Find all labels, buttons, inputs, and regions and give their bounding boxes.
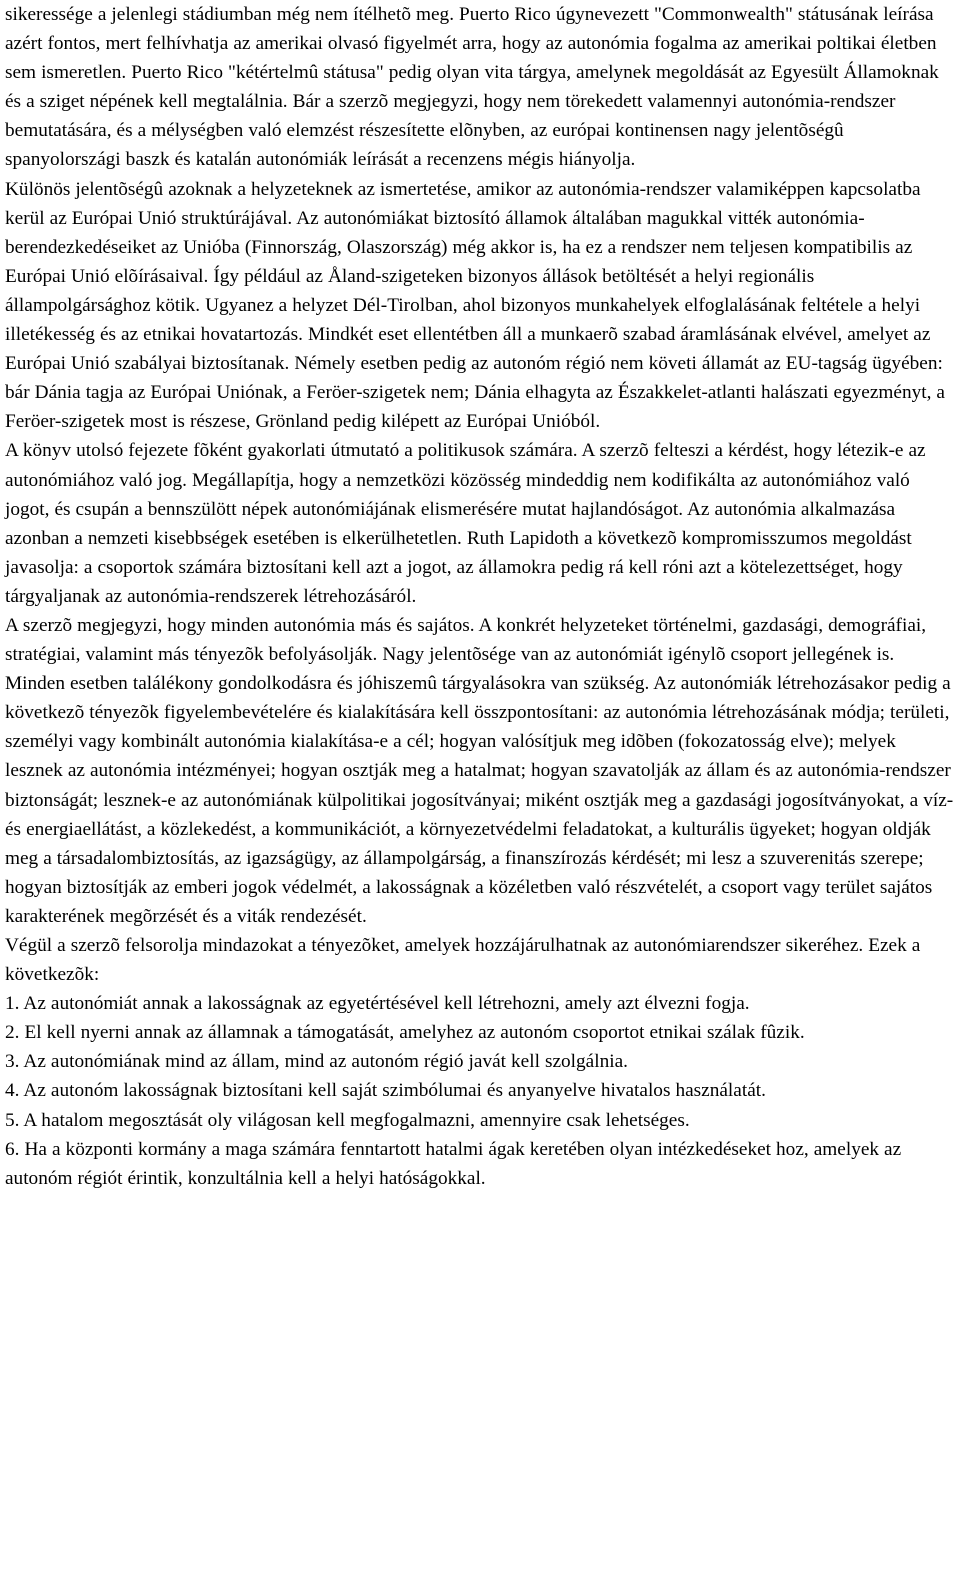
list-item-2: 2. El kell nyerni annak az államnak a támogatását, amelyhez az autonóm csoportot etnikai szálak fûzik. [5, 1022, 805, 1044]
list-item-5: 5. A hatalom megosztását oly világosan kell megfogalmazni, amennyire csak lehetséges. [5, 1109, 690, 1131]
paragraph-list-intro: Végül a szerzõ felsorolja mindazokat a tényezõket, amelyek hozzájárulhatnak az autonómiarendszer sikeréhez. Ezek a következõk: [5, 935, 921, 986]
list-item-1: 1. Az autonómiát annak a lakosságnak az egyetértésével kell létrehozni, amely azt élvezni fogja. [5, 993, 750, 1015]
paragraph-last-chapter: A könyv utolsó fejezete fõként gyakorlati útmutató a politikusok számára. A szerzõ felteszi a kérdést, hogy létezik-e az autonómiához való jog. Megállapítja, hogy a nemzetközi közösség mindeddig nem kodifikálta az autonómiához való jogot, és csupán a bennszülött népek autonómiájának elismerésére mutat hajlandóságot. Az autonómia alkalmazása azonban a nemzeti kisebbségek esetében is elkerülhetetlen. Ruth Lapidoth a következõ kompromisszumos megoldást javasolja: a csoportok számára biztosítani kell azt a jogot, az államokra pedig rá kell róni azt a kötelezettséget, hogy tárgyaljanak az autonómia-rendszerek létrehozásáról. [5, 440, 926, 607]
paragraph-factors: A szerzõ megjegyzi, hogy minden autonómia más és sajátos. A konkrét helyzeteket történelmi, gazdasági, demográfiai, stratégiai, valamint más tényezõk befolyásolják. Nagy jelentõsége van az autonómiát igénylõ csoport jellegének is. Minden esetben találékony gondolkodásra és jóhiszemû tárgyalásokra van szükség. Az autonómiák létrehozásakor pedig a következõ tényezõk figyelembevételére és kialakítására kell összpontosítani: az autonómia létrehozásának módja; területi, személyi vagy kombinált autonómia kialakítása-e a cél; hogyan valósítjuk meg idõben (fokozatosság elve); melyek lesznek az autonómia intézményei; hogyan osztják meg a hatalmat; hogyan szavatolják az állam és az autonómia-rendszer biztonságát; lesznek-e az autonómiának külpolitikai jogosítványai; miként osztják meg a gazdasági jogosítványokat, a víz- és energiaellátást, a közlekedést, a kommunikációt, a környezetvédelmi feladatokat, a kulturális ügyeket; hogyan oldják meg a társadalombiztosítás, az igazságügy, az állampolgárság, a finanszírozás kérdését; mi lesz a szuverenitás szerepe; hogyan biztosítják az emberi jogok védelmét, a lakosságnak a közéletben való részvételét, a csoport vagy terület sajátos karakterének megõrzését és a viták rendezését. [5, 614, 954, 927]
paragraph-puerto-rico: sikeressége a jelenlegi stádiumban még nem ítélhetõ meg. Puerto Rico úgynevezett "Commonwealth" státusának leírása azért fontos, mert felhívhatja az amerikai olvasó figyelmét arra, hogy az autonómia fogalma az amerikai poltikai életben sem ismeretlen. Puerto Rico "kétértelmû státusa" pedig olyan vita tárgya, amelynek megoldását az Egyesült Államoknak és a sziget népének kell megtalálnia. Bár a szerzõ megjegyzi, hogy nem törekedett valamennyi autonómia-rendszer bemutatására, és a mélységben való elemzést részesítette elõnyben, az európai kontinensen nagy jelentõségû spanyolországi baszk és katalán autonómiák leírását a recenzens mégis hiányolja. [5, 4, 939, 171]
paragraph-european-union: Különös jelentõségû azoknak a helyzeteknek az ismertetése, amikor az autonómia-rendszer valamiképpen kapcsolatba kerül az Európai Unió struktúrájával. Az autonómiákat biztosító államok általában magukkal vitték autonómia-berendezkedéseiket az Unióba (Finnország, Olaszország) még akkor is, ha ez a rendszer nem teljesen kompatibilis az Európai Unió elõírásaival. Így például az Åland-szigeteken bizonyos állások betöltését a helyi regionális állampolgársághoz kötik. Ugyanez a helyzet Dél-Tirolban, ahol bizonyos munkahelyek elfoglalásának feltétele a helyi illetékesség és az etnikai hovatartozás. Mindkét eset ellentétben áll a munkaerõ szabad áramlásának elvével, amelyet az Európai Unió szabályai biztosítanak. Némely esetben pedig az autonóm régió nem követi államát az EU-tagság ügyében: bár Dánia tagja az Európai Uniónak, a Feröer-szigetek nem; Dánia elhagyta az Északkelet-atlanti halászati egyezményt, a Feröer-szigetek most is részese, Grönland pedig kilépett az Európai Unióból. [5, 178, 945, 433]
list-item-3: 3. Az autonómiának mind az állam, mind az autonóm régió javát kell szolgálnia. [5, 1051, 628, 1073]
list-item-6: 6. Ha a központi kormány a maga számára fenntartott hatalmi ágak keretében olyan intézkedéseket hoz, amelyek az autonóm régiót érintik, konzultálnia kell a helyi hatóságokkal. [5, 1138, 902, 1189]
list-item-4: 4. Az autonóm lakosságnak biztosítani kell saját szimbólumai és anyanyelve hivatalos használatát. [5, 1080, 766, 1102]
